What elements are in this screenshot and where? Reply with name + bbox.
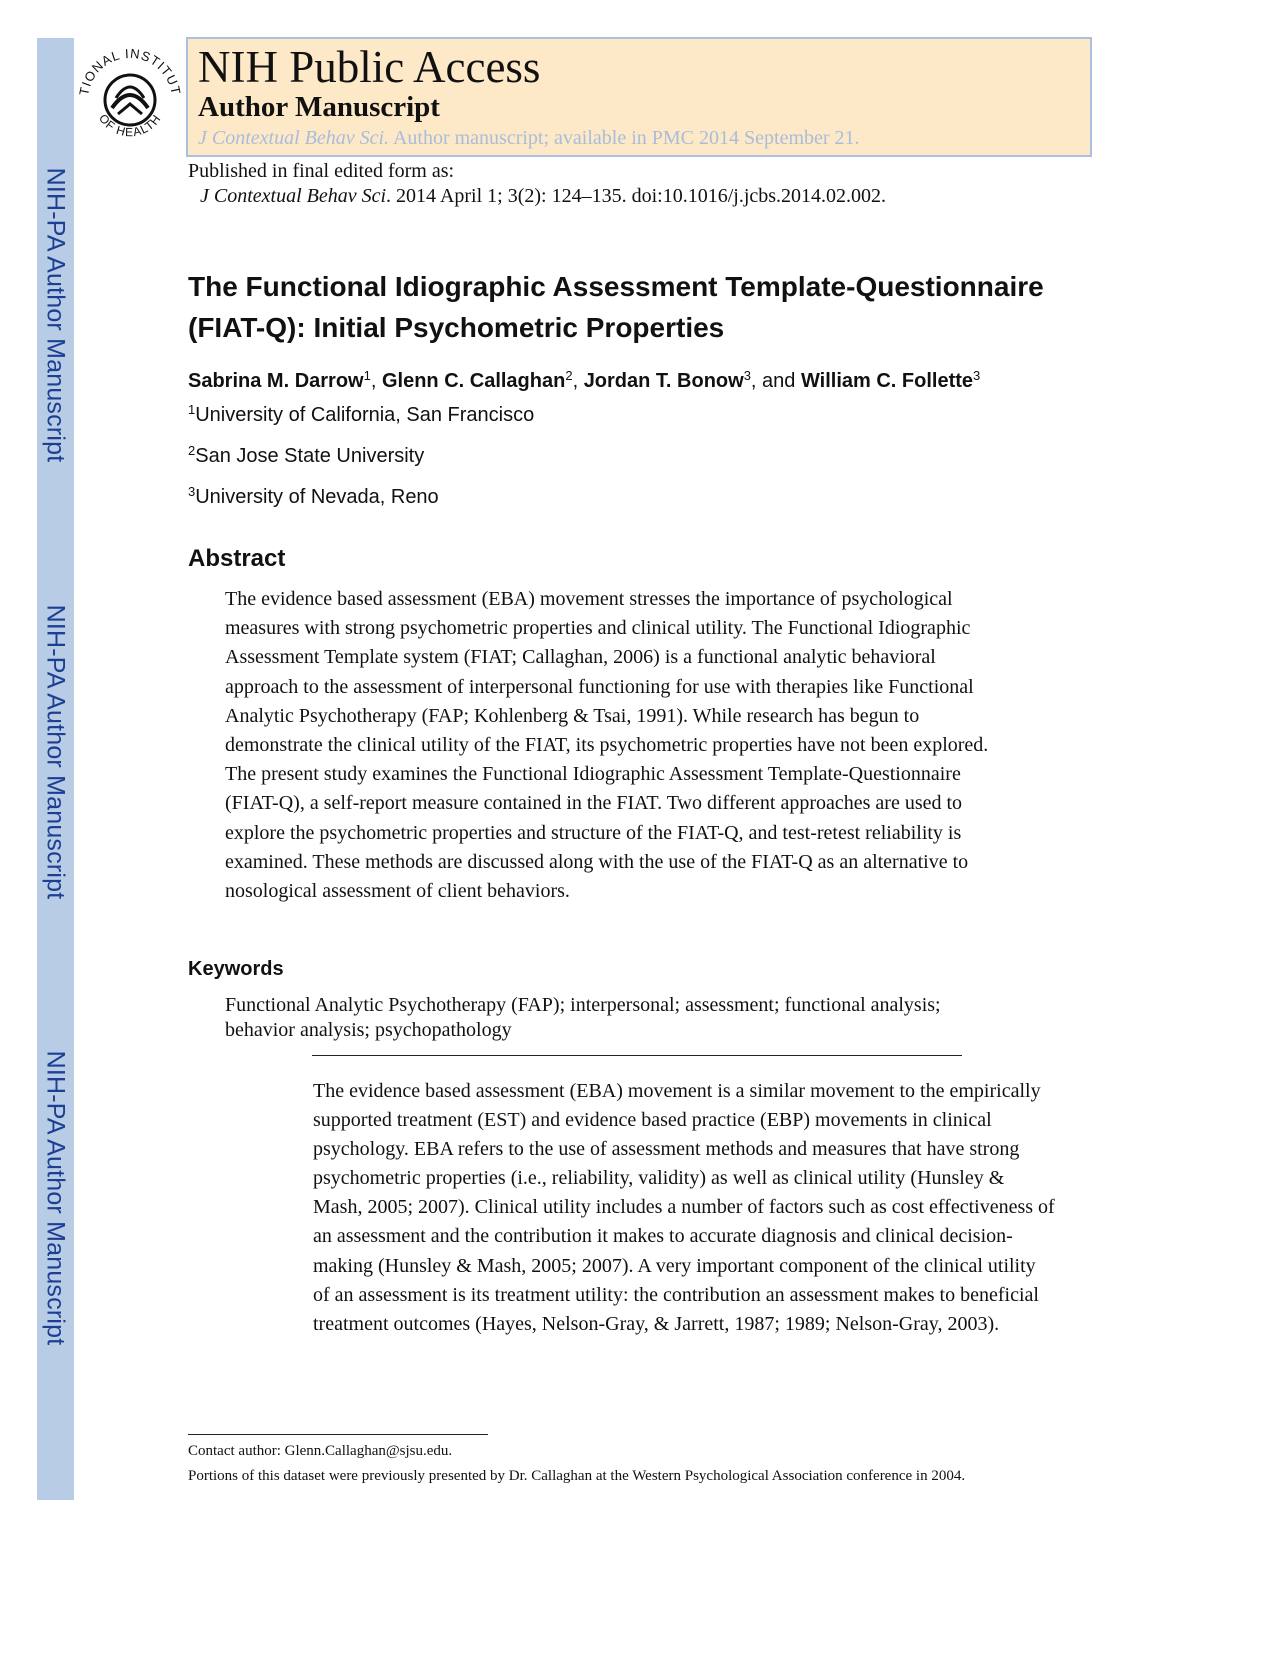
abstract-line: The present study examines the Functional Idiographic Assessment Template-Questionnaire xyxy=(225,763,961,786)
footnote-divider xyxy=(188,1434,488,1435)
author-separator: , xyxy=(370,370,382,392)
affiliation xyxy=(188,486,439,509)
abstract-line: The evidence based assessment (EBA) movement stresses the importance of psychological xyxy=(225,588,953,610)
abstract-line: measures with strong psychometric properties and clinical utility. The Functional Idiographic xyxy=(225,617,971,640)
keywords-line: Functional Analytic Psychotherapy (FAP); interpersonal; assessment; functional analysis; xyxy=(225,994,941,1016)
author-affiliation-mark: 3 xyxy=(973,368,981,383)
abstract-heading: Abstract xyxy=(188,545,286,572)
body-line: making (Hunsley & Mash, 2005; 2007). A very important component of the clinical utility xyxy=(313,1254,1036,1277)
body-line: psychometric properties (i.e., reliability, validity) as well as clinical utility (Hunsley & xyxy=(313,1167,1005,1190)
journal-name: J Contextual Behav Sci. xyxy=(198,127,390,149)
abstract-line: (FIAT-Q), a self-report measure contained in the FIAT. Two different approaches are used to xyxy=(225,792,963,815)
author-affiliation-mark: 2 xyxy=(565,368,573,383)
affiliation-number: 1 xyxy=(188,402,196,417)
author-list xyxy=(188,370,980,393)
author-affiliation-mark: 3 xyxy=(743,368,751,383)
author-affiliation-mark: 1 xyxy=(363,368,371,383)
citation-journal: J Contextual Behav Sci xyxy=(200,185,387,207)
abstract-line: Analytic Psychotherapy (FAP; Kohlenberg & Tsai, 1991). While research has begun to xyxy=(225,704,920,727)
author-name: Glenn C. Callaghan xyxy=(381,370,566,392)
svg-text:NATIONAL INSTITUTES: TIONAL INSTITUT xyxy=(76,45,184,97)
affiliation xyxy=(188,445,424,468)
body-paragraph xyxy=(313,1077,1103,1339)
svg-text:OF HEALTH: OF HEALTH xyxy=(96,111,164,140)
keywords-heading: Keywords xyxy=(188,958,284,980)
title-line: The Functional Idiographic Assessment Template-Questionnaire xyxy=(188,271,1044,302)
affiliation-text: University of Nevada, Reno xyxy=(195,486,439,508)
abstract-body xyxy=(225,585,1055,906)
affiliation-text: San Jose State University xyxy=(195,445,425,467)
published-intro: Published in final edited form as: xyxy=(188,160,455,182)
nih-logo xyxy=(74,38,186,155)
affiliation-number: 2 xyxy=(188,443,196,458)
keywords-list xyxy=(225,993,941,1043)
article-title xyxy=(188,266,1108,348)
abstract-line: explore the psychometric properties and structure of the FIAT-Q, and test-retest reliability is xyxy=(225,821,962,844)
body-line: Mash, 2005; 2007). Clinical utility includes a number of factors such as cost effectiveness of xyxy=(313,1196,1055,1219)
availability-text: Author manuscript; available in PMC 2014 September 21. xyxy=(392,127,860,149)
body-line: The evidence based assessment (EBA) movement is a similar movement to the empirically xyxy=(313,1080,1041,1102)
author-name: William C. Follette xyxy=(800,370,974,392)
availability-line xyxy=(198,127,860,150)
affiliation-number: 3 xyxy=(188,484,196,499)
title-line: (FIAT-Q): Initial Psychometric Properties xyxy=(188,312,725,343)
section-divider xyxy=(312,1055,962,1056)
body-line: an assessment and the contribution it makes to accurate diagnosis and clinical decision- xyxy=(313,1225,1013,1248)
body-line: of an assessment is its treatment utility: the contribution an assessment makes to beneficial xyxy=(313,1283,1039,1306)
hhs-eagle-logo-icon xyxy=(74,38,186,155)
presentation-footnote: Portions of this dataset were previously presented by Dr. Callaghan at the Western Psychological Association conference in 2004. xyxy=(188,1468,966,1484)
citation xyxy=(200,185,886,208)
banner-title: NIH Public Access xyxy=(198,42,541,92)
abstract-line: demonstrate the clinical utility of the FIAT, its psychometric properties have not been explored. xyxy=(225,734,989,757)
contact-footnote: Contact author: Glenn.Callaghan@sjsu.edu. xyxy=(188,1443,453,1459)
author-separator: , xyxy=(572,370,584,392)
banner-subtitle: Author Manuscript xyxy=(198,91,440,123)
abstract-line: nosological assessment of client behaviors. xyxy=(225,880,570,903)
nih-public-access-banner xyxy=(186,37,1092,157)
author-name: Jordan T. Bonow xyxy=(583,370,744,392)
abstract-line: Assessment Template system (FIAT; Callaghan, 2006) is a functional analytic behavioral xyxy=(225,646,936,669)
abstract-line: examined. These methods are discussed along with the use of the FIAT-Q as an alternative to xyxy=(225,850,969,873)
body-line: treatment outcomes (Hayes, Nelson-Gray, & Jarrett, 1987; 1989; Nelson-Gray, 2003). xyxy=(313,1312,1000,1335)
author-separator: , and xyxy=(750,370,801,392)
keywords-line: behavior analysis; psychopathology xyxy=(225,1019,512,1041)
affiliation xyxy=(188,404,534,427)
affiliation-text: University of California, San Francisco xyxy=(195,404,535,426)
citation-details: . 2014 April 1; 3(2): 124–135. doi:10.1016/j.jcbs.2014.02.002. xyxy=(386,185,887,207)
author-name: Sabrina M. Darrow xyxy=(188,370,364,392)
body-line: psychology. EBA refers to the use of assessment methods and measures that have strong xyxy=(313,1138,1020,1161)
body-line: supported treatment (EST) and evidence based practice (EBP) movements in clinical xyxy=(313,1109,992,1132)
abstract-line: approach to the assessment of interpersonal functioning for use with therapies like Functional xyxy=(225,675,974,698)
